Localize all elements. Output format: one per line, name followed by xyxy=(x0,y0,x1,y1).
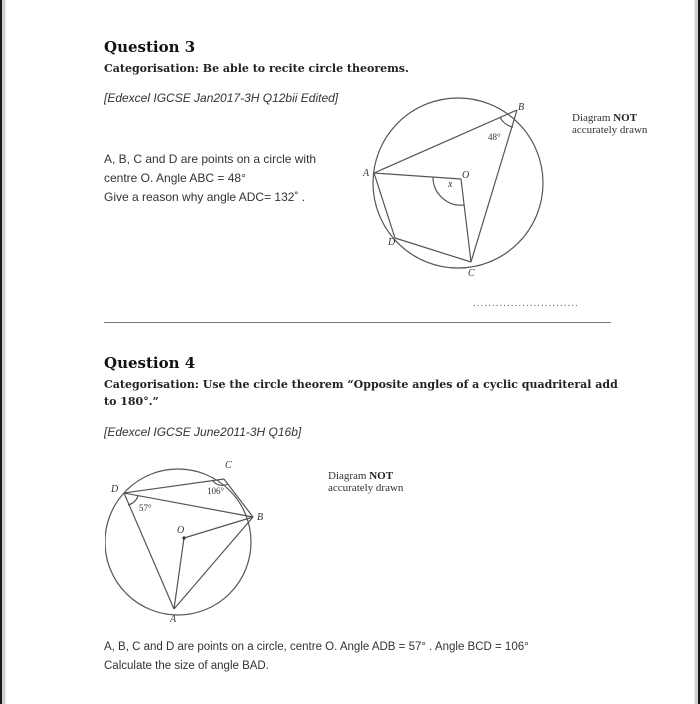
q3-angle-B: 48° xyxy=(488,132,501,142)
q4-label-C: C xyxy=(225,460,232,471)
q3-note-not: NOT xyxy=(613,112,638,124)
page-edge-right xyxy=(694,0,700,704)
question-3-diagram xyxy=(355,95,565,285)
q3-label-D: D xyxy=(388,237,396,248)
q4-label-D: D xyxy=(111,484,119,495)
question-4-diagram xyxy=(105,455,275,625)
question-3-title: Question 3 xyxy=(104,38,196,56)
question-4-text xyxy=(104,638,529,676)
page-edge-left xyxy=(0,0,6,704)
question-3-diagram-note xyxy=(572,112,647,136)
q4-categorisation-line-2: to 180°.” xyxy=(104,395,159,408)
question-4-title: Question 4 xyxy=(104,354,196,372)
q3-label-x: x xyxy=(448,179,453,190)
question-4-text-line-1: A, B, C and D are points on a circle, centre O. Angle ADB = 57° . Angle BCD = 106° xyxy=(104,641,529,653)
q4-note-accurately: accurately drawn xyxy=(328,482,404,494)
q4-angle-C: 106° xyxy=(207,486,225,496)
q4-label-O: O xyxy=(177,525,185,536)
question-3-text-line-1: A, B, C and D are points on a circle with xyxy=(104,152,317,166)
question-3-text-line-3: Give a reason why angle ADC= 132˚ . xyxy=(104,190,306,204)
question-4-diagram-note xyxy=(328,470,403,494)
question-3-text xyxy=(104,150,316,207)
q3-note-accurately: accurately drawn xyxy=(572,124,648,136)
question-3-answer-line[interactable]: ............................ xyxy=(473,298,579,309)
q4-circle xyxy=(105,469,251,615)
q3-label-B: B xyxy=(518,102,525,113)
q4-label-A: A xyxy=(170,614,177,625)
question-3-text-line-2: centre O. Angle ABC = 48° xyxy=(104,171,246,185)
q4-note-diagram: Diagram xyxy=(328,470,367,482)
q4-categorisation-line-1: Categorisation: Use the circle theorem “Opposite angles of a cyclic quadriteral add xyxy=(104,378,618,391)
question-4-source: [Edexcel IGCSE June2011-3H Q16b] xyxy=(104,425,302,439)
q4-angle-D: 57° xyxy=(139,503,152,513)
question-3-source: [Edexcel IGCSE Jan2017-3H Q12bii Edited] xyxy=(104,91,339,105)
q4-note-not: NOT xyxy=(369,470,394,482)
question-3-categorisation: Categorisation: Be able to recite circle theorems. xyxy=(104,62,409,75)
q4-label-B: B xyxy=(257,512,264,523)
section-divider xyxy=(104,322,611,323)
q3-label-O: O xyxy=(462,170,470,181)
q3-note-diagram: Diagram xyxy=(572,112,611,124)
question-4-categorisation xyxy=(104,376,618,410)
q3-label-C: C xyxy=(468,268,475,279)
question-4-text-line-2: Calculate the size of angle BAD. xyxy=(104,660,269,672)
q3-label-A: A xyxy=(363,168,370,179)
q3-circle xyxy=(373,98,543,268)
